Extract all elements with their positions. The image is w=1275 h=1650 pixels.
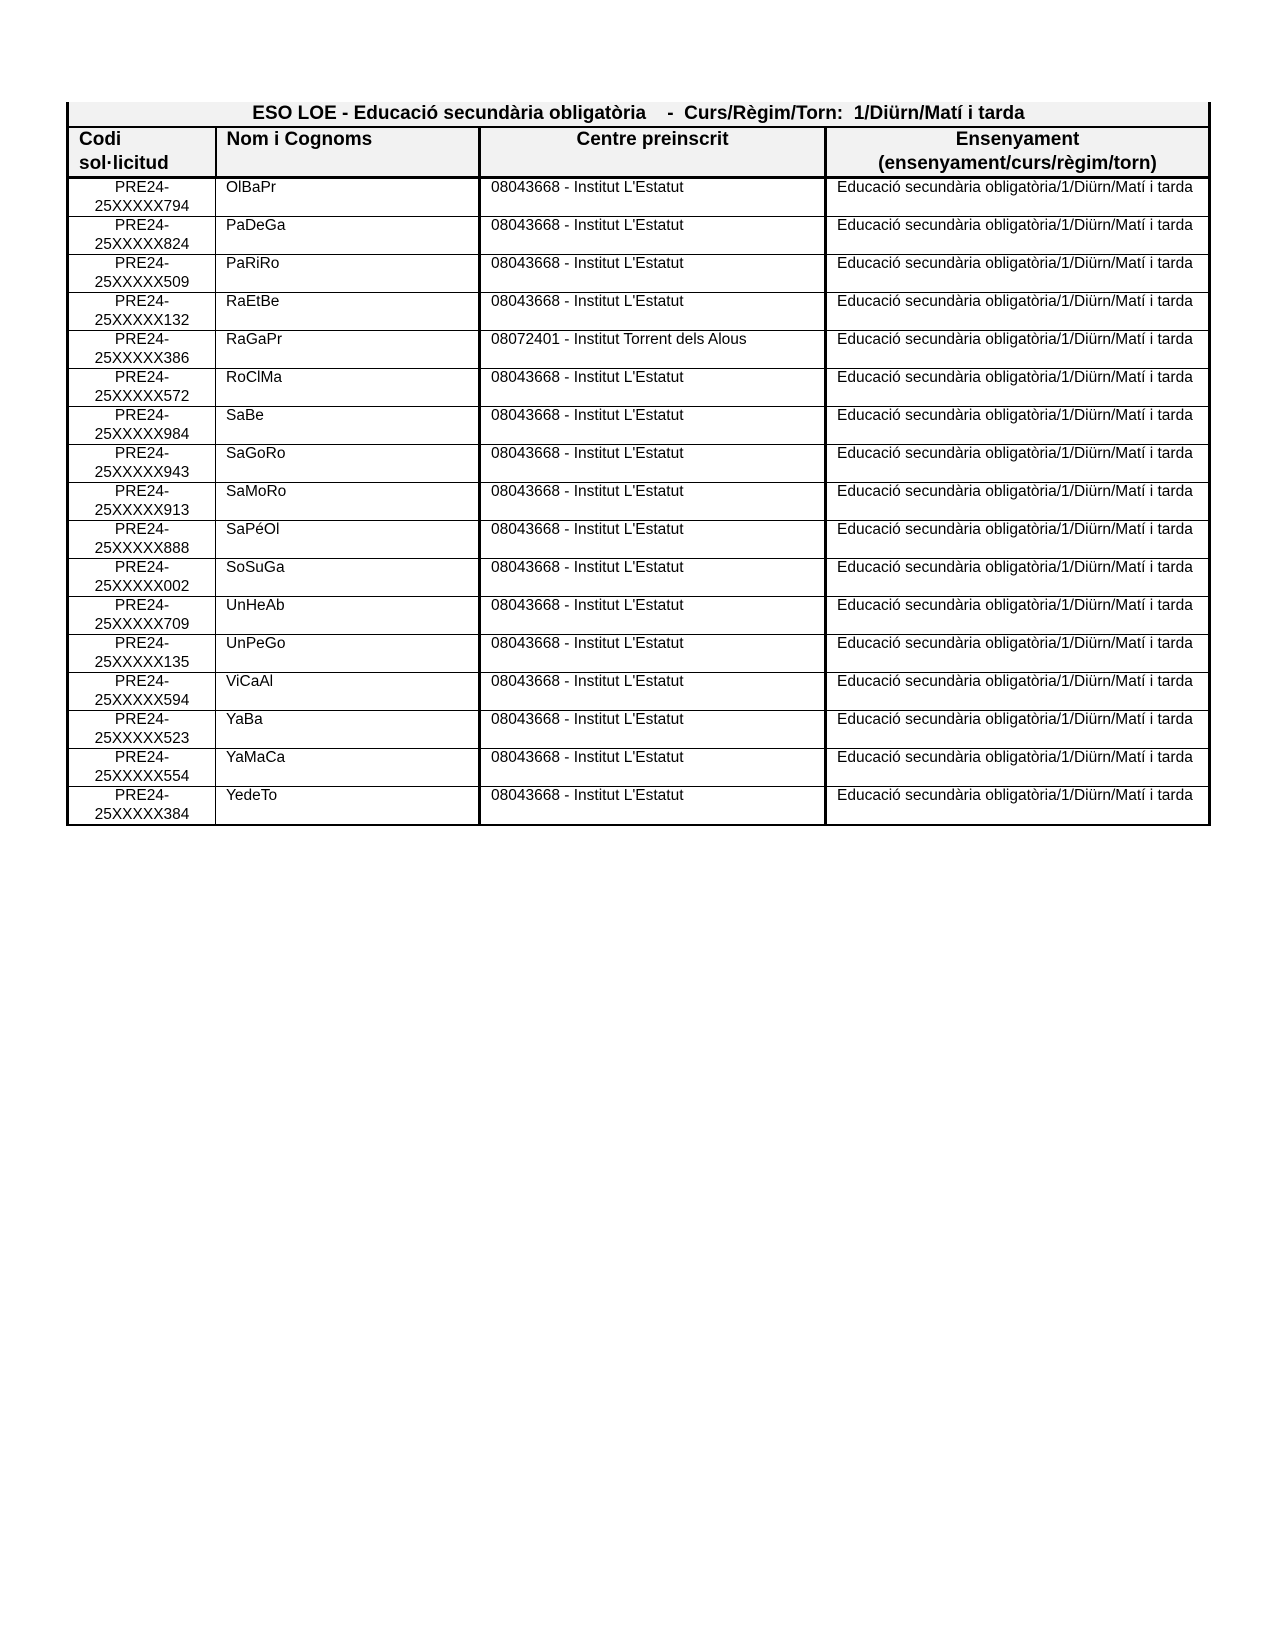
table-row	[68, 711, 1210, 749]
cell-ensenyament: Educació secundària obligatòria/1/Diürn/Matí i tarda	[826, 369, 1210, 407]
table-row	[68, 293, 1210, 331]
cell-centre-preinscrit: 08043668 - Institut L'Estatut	[480, 178, 826, 217]
table-row	[68, 255, 1210, 293]
table-row	[68, 635, 1210, 673]
cell-nom-cognoms: SaBe	[216, 407, 480, 445]
cell-nom-cognoms: UnHeAb	[216, 597, 480, 635]
cell-centre-preinscrit: 08043668 - Institut L'Estatut	[480, 445, 826, 483]
cell-codi-solicitud: PRE24- 25XXXXX554	[68, 749, 216, 787]
cell-centre-preinscrit: 08043668 - Institut L'Estatut	[480, 483, 826, 521]
cell-centre-preinscrit: 08043668 - Institut L'Estatut	[480, 217, 826, 255]
cell-ensenyament: Educació secundària obligatòria/1/Diürn/Matí i tarda	[826, 711, 1210, 749]
cell-nom-cognoms: RaGaPr	[216, 331, 480, 369]
cell-nom-cognoms: ViCaAl	[216, 673, 480, 711]
cell-nom-cognoms: RaEtBe	[216, 293, 480, 331]
cell-ensenyament: Educació secundària obligatòria/1/Diürn/Matí i tarda	[826, 255, 1210, 293]
table-row	[68, 407, 1210, 445]
cell-centre-preinscrit: 08043668 - Institut L'Estatut	[480, 521, 826, 559]
table-row	[68, 445, 1210, 483]
cell-centre-preinscrit: 08043668 - Institut L'Estatut	[480, 787, 826, 826]
cell-nom-cognoms: SaMoRo	[216, 483, 480, 521]
cell-ensenyament: Educació secundària obligatòria/1/Diürn/Matí i tarda	[826, 749, 1210, 787]
cell-ensenyament: Educació secundària obligatòria/1/Diürn/Matí i tarda	[826, 483, 1210, 521]
cell-codi-solicitud: PRE24- 25XXXXX002	[68, 559, 216, 597]
cell-codi-solicitud: PRE24- 25XXXXX888	[68, 521, 216, 559]
header-centre-preinscrit: Centre preinscrit	[480, 127, 826, 178]
table-row	[68, 749, 1210, 787]
cell-ensenyament: Educació secundària obligatòria/1/Diürn/Matí i tarda	[826, 293, 1210, 331]
table-row	[68, 178, 1210, 217]
table-row	[68, 597, 1210, 635]
cell-nom-cognoms: OlBaPr	[216, 178, 480, 217]
cell-centre-preinscrit: 08043668 - Institut L'Estatut	[480, 293, 826, 331]
cell-ensenyament: Educació secundària obligatòria/1/Diürn/Matí i tarda	[826, 407, 1210, 445]
cell-centre-preinscrit: 08043668 - Institut L'Estatut	[480, 597, 826, 635]
table-row	[68, 217, 1210, 255]
cell-ensenyament: Educació secundària obligatòria/1/Diürn/Matí i tarda	[826, 559, 1210, 597]
cell-ensenyament: Educació secundària obligatòria/1/Diürn/Matí i tarda	[826, 521, 1210, 559]
cell-ensenyament: Educació secundària obligatòria/1/Diürn/Matí i tarda	[826, 787, 1210, 826]
cell-centre-preinscrit: 08043668 - Institut L'Estatut	[480, 635, 826, 673]
cell-ensenyament: Educació secundària obligatòria/1/Diürn/Matí i tarda	[826, 331, 1210, 369]
cell-ensenyament: Educació secundària obligatòria/1/Diürn/Matí i tarda	[826, 635, 1210, 673]
header-ensenyament: Ensenyament (ensenyament/curs/règim/torn)	[826, 127, 1210, 178]
cell-centre-preinscrit: 08043668 - Institut L'Estatut	[480, 711, 826, 749]
cell-codi-solicitud: PRE24- 25XXXXX913	[68, 483, 216, 521]
table-row	[68, 559, 1210, 597]
cell-codi-solicitud: PRE24- 25XXXXX709	[68, 597, 216, 635]
cell-nom-cognoms: YaMaCa	[216, 749, 480, 787]
cell-nom-cognoms: RoClMa	[216, 369, 480, 407]
table-row	[68, 787, 1210, 826]
cell-ensenyament: Educació secundària obligatòria/1/Diürn/Matí i tarda	[826, 445, 1210, 483]
cell-ensenyament: Educació secundària obligatòria/1/Diürn/Matí i tarda	[826, 217, 1210, 255]
table-header-row	[68, 127, 1210, 178]
cell-ensenyament: Educació secundària obligatòria/1/Diürn/Matí i tarda	[826, 178, 1210, 217]
cell-codi-solicitud: PRE24- 25XXXXX572	[68, 369, 216, 407]
cell-nom-cognoms: UnPeGo	[216, 635, 480, 673]
cell-codi-solicitud: PRE24- 25XXXXX594	[68, 673, 216, 711]
cell-nom-cognoms: YaBa	[216, 711, 480, 749]
table-title: ESO LOE - Educació secundària obligatòria - Curs/Règim/Torn: 1/Diürn/Matí i tarda	[68, 102, 1210, 127]
cell-nom-cognoms: YedeTo	[216, 787, 480, 826]
cell-centre-preinscrit: 08043668 - Institut L'Estatut	[480, 407, 826, 445]
document-page	[66, 102, 1208, 826]
cell-codi-solicitud: PRE24- 25XXXXX135	[68, 635, 216, 673]
cell-codi-solicitud: PRE24- 25XXXXX384	[68, 787, 216, 826]
cell-codi-solicitud: PRE24- 25XXXXX132	[68, 293, 216, 331]
cell-centre-preinscrit: 08043668 - Institut L'Estatut	[480, 749, 826, 787]
table-row	[68, 331, 1210, 369]
table-row	[68, 369, 1210, 407]
cell-nom-cognoms: PaDeGa	[216, 217, 480, 255]
cell-ensenyament: Educació secundària obligatòria/1/Diürn/Matí i tarda	[826, 597, 1210, 635]
cell-nom-cognoms: PaRiRo	[216, 255, 480, 293]
cell-centre-preinscrit: 08043668 - Institut L'Estatut	[480, 369, 826, 407]
cell-nom-cognoms: SaPéOl	[216, 521, 480, 559]
header-nom-cognoms: Nom i Cognoms	[216, 127, 480, 178]
cell-ensenyament: Educació secundària obligatòria/1/Diürn/Matí i tarda	[826, 673, 1210, 711]
cell-codi-solicitud: PRE24- 25XXXXX943	[68, 445, 216, 483]
cell-codi-solicitud: PRE24- 25XXXXX386	[68, 331, 216, 369]
cell-centre-preinscrit: 08043668 - Institut L'Estatut	[480, 255, 826, 293]
cell-centre-preinscrit: 08043668 - Institut L'Estatut	[480, 673, 826, 711]
cell-nom-cognoms: SaGoRo	[216, 445, 480, 483]
cell-centre-preinscrit: 08043668 - Institut L'Estatut	[480, 559, 826, 597]
table-title-row	[68, 102, 1210, 127]
cell-codi-solicitud: PRE24- 25XXXXX984	[68, 407, 216, 445]
cell-codi-solicitud: PRE24- 25XXXXX794	[68, 178, 216, 217]
cell-codi-solicitud: PRE24- 25XXXXX523	[68, 711, 216, 749]
cell-nom-cognoms: SoSuGa	[216, 559, 480, 597]
table-row	[68, 483, 1210, 521]
cell-codi-solicitud: PRE24- 25XXXXX509	[68, 255, 216, 293]
admissions-table	[66, 102, 1211, 826]
cell-codi-solicitud: PRE24- 25XXXXX824	[68, 217, 216, 255]
table-row	[68, 521, 1210, 559]
table-row	[68, 673, 1210, 711]
cell-centre-preinscrit: 08072401 - Institut Torrent dels Alous	[480, 331, 826, 369]
header-codi-solicitud: Codi sol·licitud	[68, 127, 216, 178]
